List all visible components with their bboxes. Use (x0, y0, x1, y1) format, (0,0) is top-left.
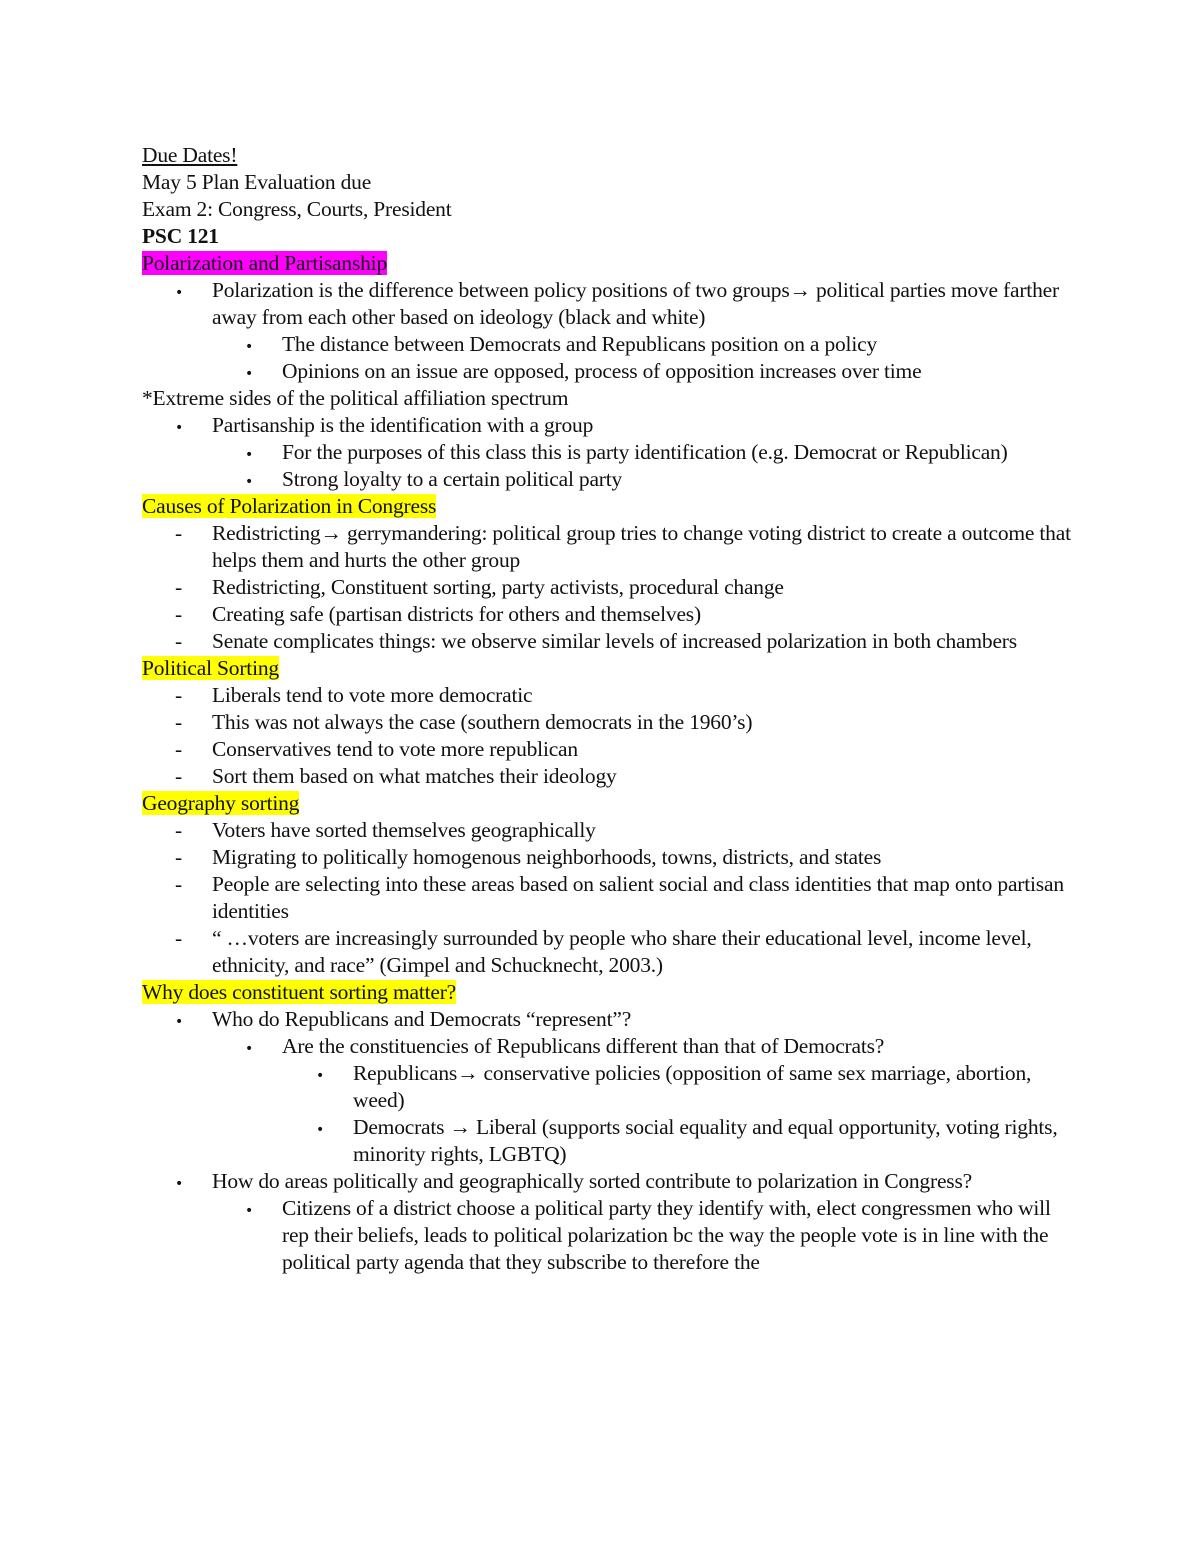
list-item: - Sort them based on what matches their ideology (142, 763, 1082, 790)
exam-line: Exam 2: Congress, Courts, President (142, 197, 452, 221)
list-item: - Liberals tend to vote more democratic (142, 682, 1082, 709)
bullet-icon (175, 412, 195, 442)
dash-marker (175, 844, 195, 871)
section-heading-geography-sorting: Geography sorting (142, 791, 300, 815)
bullet-icon (245, 1033, 265, 1063)
dash-marker (175, 763, 195, 790)
bullet-icon (175, 1006, 195, 1036)
list-item: • Republicans→ conservative policies (opposition of same sex marriage, abortion, weed) (142, 1060, 1082, 1114)
list-item: • Who do Republicans and Democrats “represent”? (142, 1006, 1082, 1033)
dash-marker (175, 682, 195, 709)
list-item: • How do areas politically and geographically sorted contribute to polarization in Congress? (142, 1168, 1082, 1195)
dash-marker (175, 520, 195, 547)
list-item: - “ …voters are increasingly surrounded by people who share their educational level, income level, ethnicity, and race” (Gimpel and Schucknecht, 2003.) (142, 925, 1082, 979)
bullet-icon (245, 466, 265, 496)
note-line: *Extreme sides of the political affiliation spectrum (142, 386, 569, 410)
course-title: PSC 121 (142, 224, 219, 248)
dash-marker (175, 817, 195, 844)
dash-marker (175, 709, 195, 736)
list-item: - Redistricting, Constituent sorting, party activists, procedural change (142, 574, 1082, 601)
list-item: • Democrats → Liberal (supports social equality and equal opportunity, voting rights, minority rights, LGBTQ) (142, 1114, 1082, 1168)
document-body (142, 142, 1082, 1276)
dash-marker (175, 601, 195, 628)
bullet-icon (245, 1195, 265, 1225)
list-item: • For the purposes of this class this is party identification (e.g. Democrat or Republican) (142, 439, 1082, 466)
list-item: - Redistricting→ gerrymandering: political group tries to change voting district to create a outcome that helps them and hurts the other group (142, 520, 1082, 574)
dash-marker (175, 925, 195, 952)
list-item: - Senate complicates things: we observe similar levels of increased polarization in both chambers (142, 628, 1082, 655)
dash-marker (175, 628, 195, 655)
bullet-icon (245, 358, 265, 388)
dash-marker (175, 736, 195, 763)
due-dates-heading: Due Dates! (142, 143, 238, 167)
bullet-icon (245, 439, 265, 469)
dash-marker (175, 871, 195, 898)
bullet-icon (316, 1060, 336, 1090)
list-item: • Strong loyalty to a certain political party (142, 466, 1082, 493)
list-item: - Migrating to politically homogenous neighborhoods, towns, districts, and states (142, 844, 1082, 871)
plan-due-line: May 5 Plan Evaluation due (142, 170, 372, 194)
bullet-icon (175, 277, 195, 307)
section-heading-polarization: Polarization and Partisanship (142, 251, 387, 275)
section-heading-political-sorting: Political Sorting (142, 656, 279, 680)
bullet-icon (175, 1168, 195, 1198)
section-heading-constituent-sorting: Why does constituent sorting matter? (142, 980, 457, 1004)
list-item: - Voters have sorted themselves geographically (142, 817, 1082, 844)
list-item: - This was not always the case (southern democrats in the 1960’s) (142, 709, 1082, 736)
section-heading-causes: Causes of Polarization in Congress (142, 494, 437, 518)
dash-marker (175, 574, 195, 601)
list-item: - Creating safe (partisan districts for others and themselves) (142, 601, 1082, 628)
list-item: • Polarization is the difference between policy positions of two groups→ political parties move farther away from each other based on ideology (black and white) (142, 277, 1082, 331)
bullet-icon (316, 1114, 336, 1144)
bullet-icon (245, 331, 265, 361)
list-item: • Opinions on an issue are opposed, process of opposition increases over time (142, 358, 1082, 385)
list-item: - Conservatives tend to vote more republican (142, 736, 1082, 763)
list-item: • Partisanship is the identification with a group (142, 412, 1082, 439)
list-item: - People are selecting into these areas based on salient social and class identities that map onto partisan identities (142, 871, 1082, 925)
list-item: • The distance between Democrats and Republicans position on a policy (142, 331, 1082, 358)
list-item: • Citizens of a district choose a political party they identify with, elect congressmen who will rep their beliefs, leads to political polarization bc the way the people vote is in line with the political party agenda that they subscribe to therefore the (142, 1195, 1082, 1276)
list-item: • Are the constituencies of Republicans different than that of Democrats? (142, 1033, 1082, 1060)
